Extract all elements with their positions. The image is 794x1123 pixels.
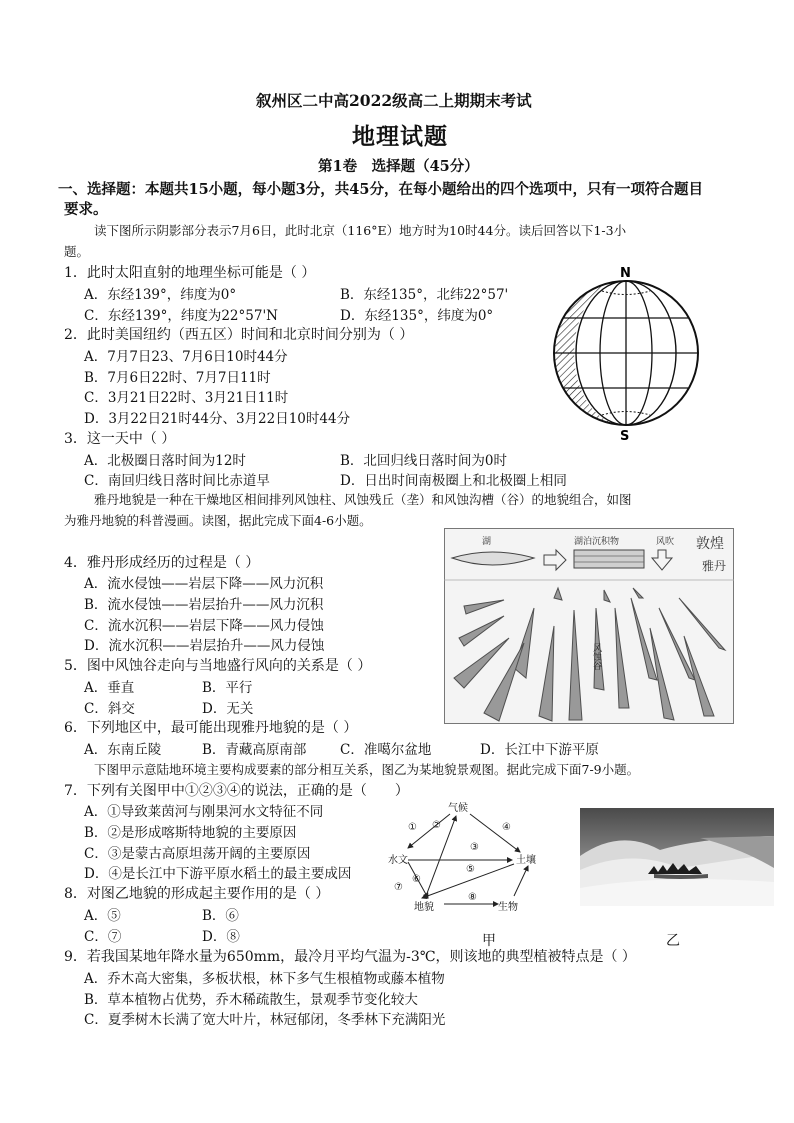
lake-deposit-label: 湖泊沉积物 — [574, 537, 620, 547]
instructions-line1: 一、选择题：本题共15小题，每小题3分，共45分，在每小题给出的四个选项中，只有一项符合题目 — [58, 181, 703, 198]
q3-option-b: B．北回归线日落时间为0时 — [340, 453, 508, 469]
yadan-label: 雅丹 — [702, 559, 727, 573]
intro1-line1: 读下图所示阴影部分表示7月6日，此时北京（116°E）地方时为10时44分。读后回答以下1-3小 — [94, 223, 627, 238]
num-7: ⑦ — [394, 882, 403, 893]
wind-valley-label: 风蚀谷 — [591, 643, 601, 670]
num-6: ⑥ — [412, 874, 421, 885]
q5-option-a: A．垂直 — [84, 680, 135, 696]
q9-stem: 9．若我国某地年降水量为650mm，最冷月平均气温为-3℃，则该地的典型植被特点是（ ） — [64, 949, 636, 965]
q9-option-c: C．夏季树木长满了宽大叶片，林冠郁闭，冬季林下充满阳光 — [84, 1012, 446, 1028]
intro2-line2: 为雅丹地貌的科普漫画。读图，据此完成下面4-6小题。 — [64, 513, 372, 528]
node-climate: 气候 — [448, 803, 468, 814]
q5-option-b: B．平行 — [202, 680, 253, 696]
diagram-jia — [386, 800, 582, 915]
intro2-line1: 雅丹地貌是一种在干燥地区相间排列风蚀柱、风蚀残丘（垄）和风蚀沟槽（谷）的地貌组合，如图 — [94, 492, 632, 507]
num-4: ④ — [502, 822, 511, 833]
q4-stem: 4．雅丹形成经历的过程是（ ） — [64, 555, 260, 571]
q5-stem: 5．图中风蚀谷走向与当地盛行风向的关系是（ ） — [64, 658, 372, 674]
q8-option-c: C．⑦ — [84, 929, 122, 945]
q2-option-a: A．7月7日23、7月6日10时44分 — [84, 349, 288, 365]
q4-option-b: B．流水侵蚀——岩层抬升——风力沉积 — [84, 597, 324, 613]
q3-option-c: C．南回归线日落时间比赤道早 — [84, 473, 270, 489]
q4-option-c: C．流水沉积——岩层下降——风力侵蚀 — [84, 618, 324, 634]
globe-figure — [540, 264, 712, 444]
instructions-line2: 要求。 — [64, 201, 108, 218]
wind-label: 风吹 — [656, 537, 675, 547]
num-8: ⑧ — [468, 892, 477, 903]
subject-title: 地理试题 — [352, 123, 448, 150]
num-5: ⑤ — [466, 864, 475, 875]
q1-option-d: D．东经135°，纬度为0° — [340, 308, 494, 324]
label-yi: 乙 — [666, 933, 680, 949]
q7-option-a: A．①导致莱茵河与刚果河水文特征不同 — [84, 804, 324, 820]
q8-option-a: A．⑤ — [84, 908, 121, 924]
q8-option-d: D．⑧ — [202, 929, 240, 945]
q8-option-b: B．⑥ — [202, 908, 239, 924]
q9-option-b: B．草本植物占优势，乔木稀疏散生，景观季节变化较大 — [84, 992, 418, 1008]
q2-option-d: D．3月22日21时44分、3月22日10时44分 — [84, 411, 351, 427]
part-title: 第1卷 选择题（45分） — [318, 158, 479, 175]
north-label: N — [620, 266, 631, 281]
q3-option-d: D．日出时间南极圈上和北极圈上相同 — [340, 473, 567, 489]
q1-option-c: C．东经139°，纬度为22°57'N — [84, 308, 278, 324]
node-landform: 地貌 — [414, 902, 434, 913]
num-2: ② — [432, 820, 441, 831]
q6-stem: 6．下列地区中，最可能出现雅丹地貌的是（ ） — [64, 720, 358, 736]
q6-option-c: C．准噶尔盆地 — [340, 742, 432, 758]
q1-option-a: A．东经139°，纬度为0° — [84, 287, 237, 303]
q8-stem: 8．对图乙地貌的形成起主要作用的是（ ） — [64, 886, 330, 902]
q7-option-c: C．③是蒙古高原坦荡开阔的主要原因 — [84, 846, 311, 862]
q9-option-a: A．乔木高大密集，多板状根，林下多气生根植物或藤本植物 — [84, 971, 445, 987]
node-soil: 土壤 — [516, 855, 536, 866]
q6-option-a: A．东南丘陵 — [84, 742, 162, 758]
q5-option-c: C．斜交 — [84, 701, 135, 717]
num-3: ③ — [470, 842, 479, 853]
q4-option-a: A．流水侵蚀——岩层下降——风力沉积 — [84, 576, 324, 592]
yardang-cartoon — [444, 528, 734, 724]
photo-yi-dunes — [580, 808, 774, 906]
q1-stem: 1．此时太阳直射的地理坐标可能是（ ） — [64, 265, 316, 281]
south-label: S — [620, 429, 630, 444]
q2-option-c: C．3月21日22时、3月21日11时 — [84, 390, 289, 406]
school-exam-title: 叙州区二中高2022级高二上期期末考试 — [256, 91, 532, 110]
q3-stem: 3．这一天中（ ） — [64, 431, 176, 447]
node-water: 水文 — [388, 855, 408, 866]
node-biology: 生物 — [498, 902, 518, 913]
q7-option-b: B．②是形成喀斯特地貌的主要原因 — [84, 825, 297, 841]
intro3: 下图甲示意陆地环境主要构成要素的部分相互关系，图乙为某地貌景观图。据此完成下面7-9小题。 — [94, 762, 640, 777]
q7-option-d: D．④是长江中下游平原水稻土的最主要成因 — [84, 866, 352, 882]
label-jia: 甲 — [482, 933, 496, 949]
q6-option-b: B．青藏高原南部 — [202, 742, 307, 758]
lake-label: 湖 — [482, 537, 492, 547]
q7-stem: 7．下列有关图甲中①②③④的说法，正确的是（ ） — [64, 783, 409, 799]
q5-option-d: D．无关 — [202, 701, 254, 717]
q2-stem: 2．此时美国纽约（西五区）时间和北京时间分别为（ ） — [64, 327, 414, 343]
place-label: 敦煌 — [696, 536, 724, 552]
intro1-line2: 题。 — [64, 244, 90, 259]
q4-option-d: D．流水沉积——岩层抬升——风力侵蚀 — [84, 638, 325, 654]
q2-option-b: B．7月6日22时、7月7日11时 — [84, 370, 271, 386]
num-1: ① — [408, 822, 417, 833]
q6-option-d: D．长江中下游平原 — [480, 742, 599, 758]
q1-option-b: B．东经135°，北纬22°57' — [340, 287, 509, 303]
q3-option-a: A．北极圈日落时间为12时 — [84, 453, 246, 469]
